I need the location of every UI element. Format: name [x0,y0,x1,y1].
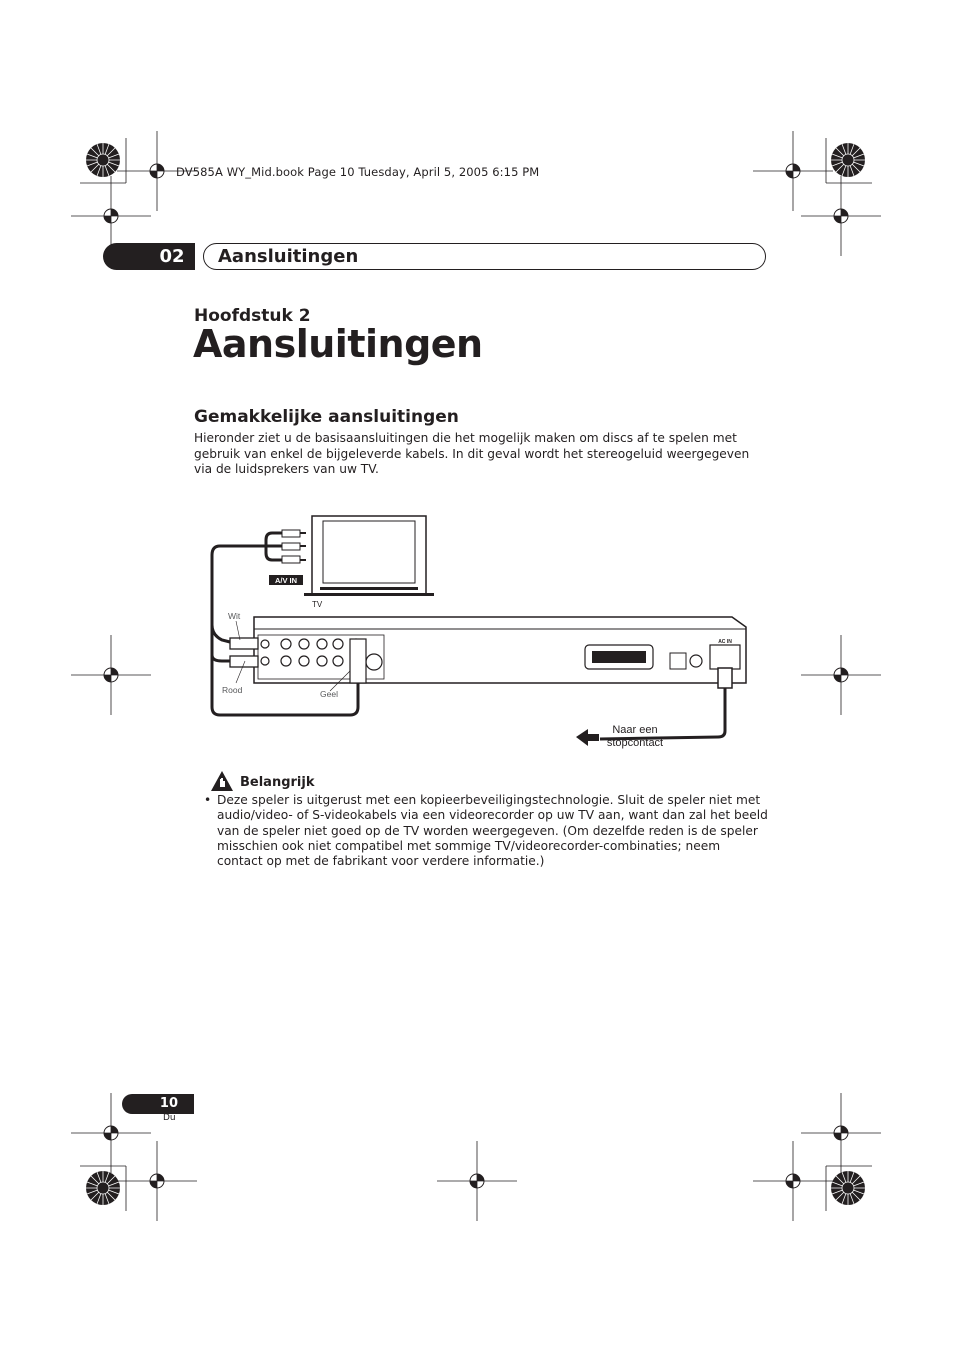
important-text: Deze speler is uitgerust met een kopieerbeveiligingstechnologie. Sluit de speler niet met audio/video- of S-videokabels via een videorecorder op uw TV aan, want dan zal het beeld van de speler niet goed op de TV worden weergegeven. (Om dezelfde reden is de speler misschien ook niet compatibel met sommige TV/videorecorder-combinaties; neem contact op met de fabrikant voor verdere informatie.) [217,793,768,869]
page-number: 10 [159,1096,178,1111]
chapter-label: Hoofdstuk 2 [194,306,311,326]
arrow-left-icon [576,729,599,746]
page-language: Du [163,1113,176,1123]
rood-label: Rood [222,685,243,695]
important-title: Belangrijk [240,775,315,790]
chapter-number: 02 [159,246,185,267]
book-info-line: DV585A WY_Mid.book Page 10 Tuesday, April 5, 2005 6:15 PM [176,165,540,179]
bullet-marker: • [204,793,212,807]
header-title: Aansluitingen [218,246,359,267]
outlet-label-line1: Naar een [612,724,658,736]
geel-label: Geel [320,689,338,699]
section-intro: Hieronder ziet u de basisaansluitingen die het mogelijk maken om discs af te spelen met gebruik van enkel de bijgeleverde kabels. In dit geval wordt het stereogeluid weergegeven via de luidsprekers van uw TV. [194,431,750,476]
chapter-title: Aansluitingen [193,322,483,366]
warning-hand-icon [210,770,234,792]
outlet-label-line2: stopcontact [606,737,664,749]
connection-diagram [200,505,760,755]
tv-label: TV [312,600,323,609]
tv-illustration [304,516,434,596]
section-title: Gemakkelijke aansluitingen [194,407,459,427]
ac-in-label: AC IN [718,639,732,645]
dvd-player [254,617,746,683]
wit-label: Wit [228,611,241,621]
av-in-label: A/V IN [274,576,298,585]
